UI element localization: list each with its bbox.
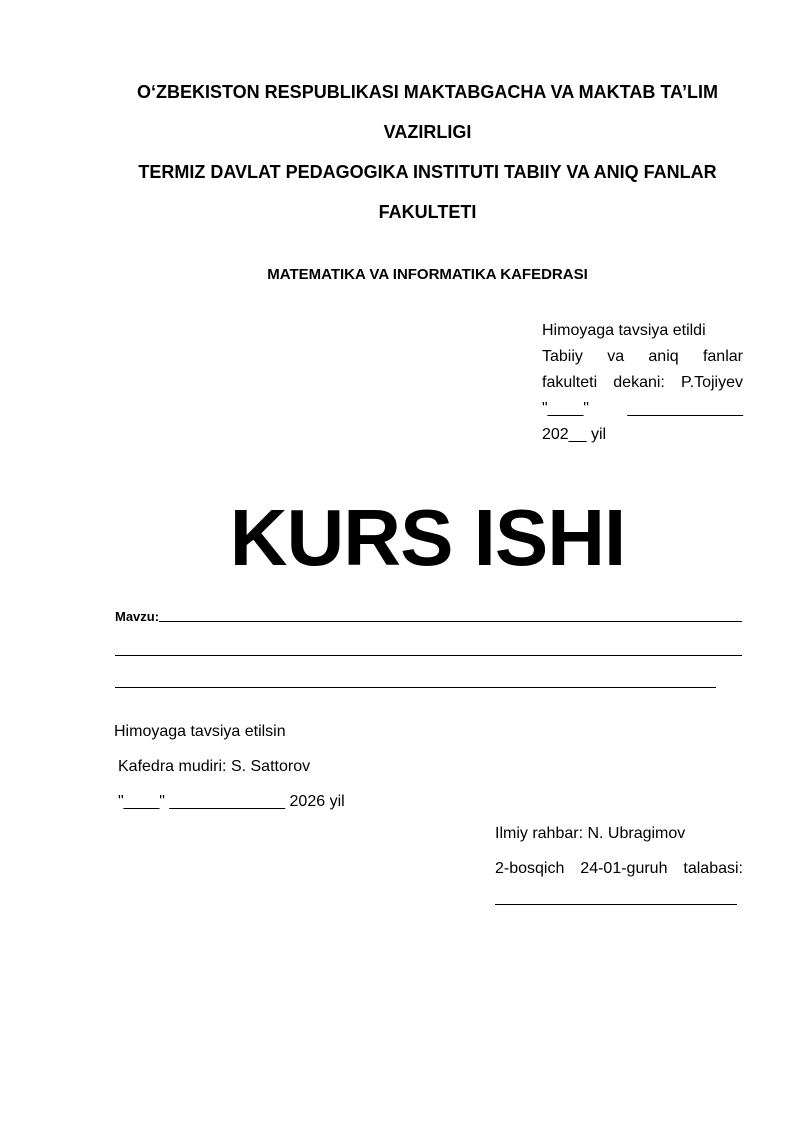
topic-underline-3: [115, 687, 716, 688]
student-word: talabasi:: [683, 860, 743, 877]
topic-row-1: [115, 605, 742, 625]
topic-underline-2: [115, 655, 742, 656]
defense-recommendation-block: [114, 714, 345, 819]
department-name: MATEMATIKA VA INFORMATIKA KAFEDRASI: [267, 266, 588, 283]
student-line: [495, 851, 743, 886]
approval-day-blank: "____": [542, 400, 589, 417]
approval-month-blank: _____________: [627, 400, 743, 417]
student-word: 2-bosqich: [495, 860, 565, 877]
student-word: 24-01-guruh: [580, 860, 668, 877]
dean-approval-block: [542, 318, 743, 448]
institute-line-1: TERMIZ DAVLAT PEDAGOGIKA INSTITUTI TABIIY VA ANIQ FANLAR: [138, 162, 717, 182]
ministry-line-2: VAZIRLIGI: [383, 122, 472, 142]
defense-date: "____" _____________ 2026 yil: [118, 793, 345, 810]
topic-label: Mavzu:: [115, 609, 160, 624]
approval-date-blanks: [542, 396, 743, 422]
approval-line-3: [542, 370, 743, 396]
approval-word: P.Tojiyev: [681, 374, 743, 391]
approval-line-1: Himoyaga tavsiya etildi: [542, 322, 706, 339]
approval-word: fanlar: [702, 348, 743, 365]
document-title: KURS ISHI: [229, 493, 626, 582]
topic-underline-1: [159, 621, 742, 622]
approval-word: dekani:: [613, 374, 665, 391]
defense-line-1: Himoyaga tavsiya etilsin: [114, 723, 286, 740]
approval-word: va: [607, 348, 625, 365]
approval-line-2: [542, 344, 743, 370]
supervisor-block: [495, 816, 743, 886]
ministry-header: [110, 72, 745, 232]
student-name-underline: [495, 904, 737, 905]
approval-year: 202__ yil: [542, 426, 607, 443]
scientific-supervisor: Ilmiy rahbar: N. Ubragimov: [495, 825, 686, 842]
institute-line-2: FAKULTETI: [378, 202, 477, 222]
department-head: Kafedra mudiri: S. Sattorov: [118, 758, 311, 775]
topic-section: [115, 605, 742, 688]
ministry-line-1: O‘ZBEKISTON RESPUBLIKASI MAKTABGACHA VA MAKTAB TA’LIM: [137, 82, 718, 102]
approval-word: aniq: [648, 348, 679, 365]
approval-word: fakulteti: [542, 374, 598, 391]
approval-word: Tabiiy: [542, 348, 583, 365]
